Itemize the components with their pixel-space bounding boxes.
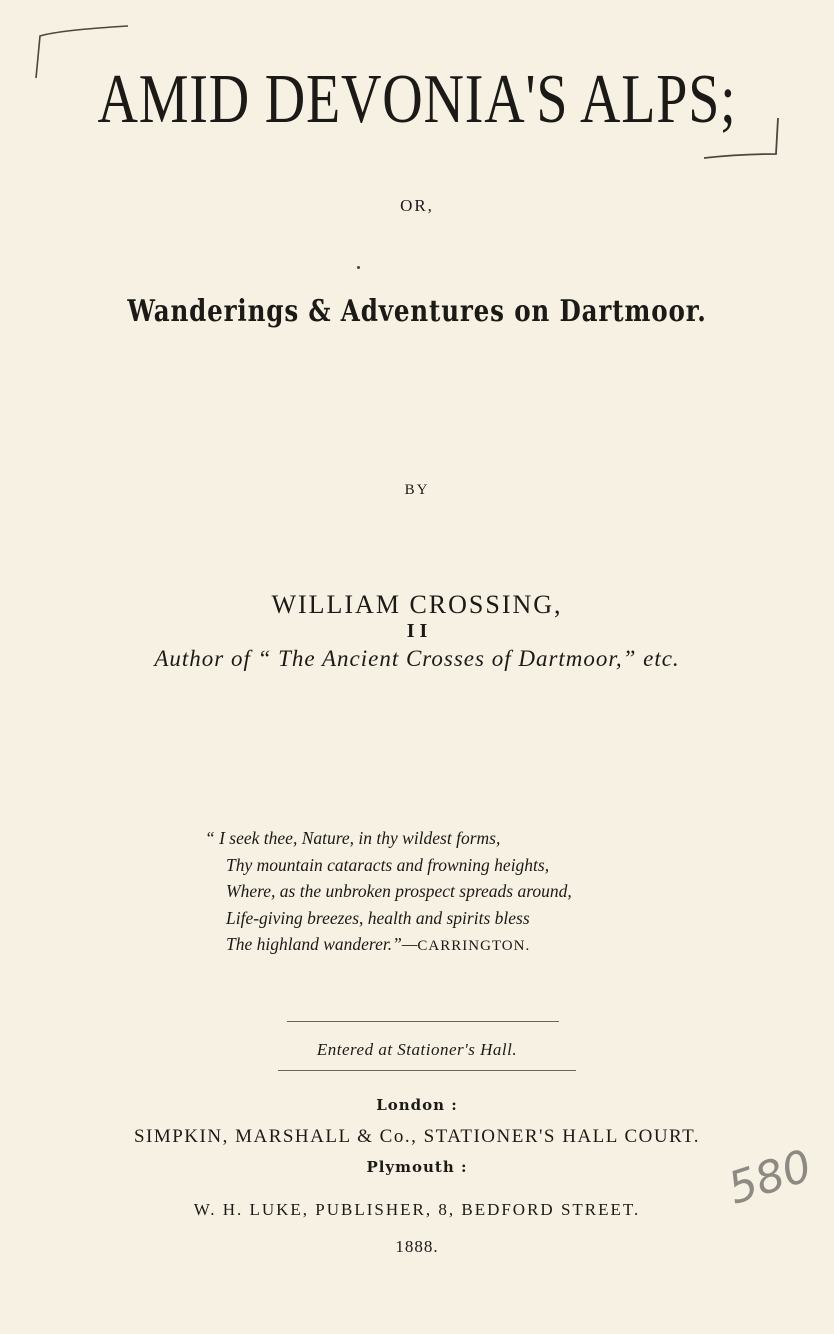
author-mark: I I [406,620,428,642]
epigraph-line [205,931,705,960]
divider-top [287,1021,559,1022]
london-label: London : [376,1096,458,1114]
or-label: OR, [400,196,434,215]
entered-note: Entered at Stationer's Hall. [316,1040,518,1059]
by-label: BY [404,482,430,498]
book-title: AMID DEVONIA'S ALPS; [97,61,737,138]
book-subtitle: Wanderings & Adventures on Dartmoor. [127,294,707,329]
plymouth-label: Plymouth : [366,1158,468,1176]
epigraph-line: “ I seek thee, Nature, in thy wildest forms, [205,828,501,848]
epigraph [205,825,705,960]
epigraph-last-line: The highland wanderer.”— [226,934,418,954]
epigraph-attribution: CARRINGTON. [417,938,531,954]
publisher-london: SIMPKIN, MARSHALL & Co., STATIONER'S HALL COURT. [133,1126,701,1147]
pencil-annotation: 580 [722,1140,818,1215]
divider-bottom [278,1070,576,1071]
epigraph-line: Where, as the unbroken prospect spreads around, [226,881,572,901]
publisher-plymouth: W. H. LUKE, PUBLISHER, 8, BEDFORD STREET. [193,1200,641,1219]
publication-year: 1888. [395,1237,439,1256]
epigraph-line: Life-giving breezes, health and spirits bless [226,907,530,928]
ink-dot [357,266,360,269]
author-credit: Author of “ The Ancient Crosses of Dartmoor,” etc. [154,646,680,671]
epigraph-line: Thy mountain cataracts and frowning heights, [226,854,550,875]
author-name: WILLIAM CROSSING, [271,590,563,619]
